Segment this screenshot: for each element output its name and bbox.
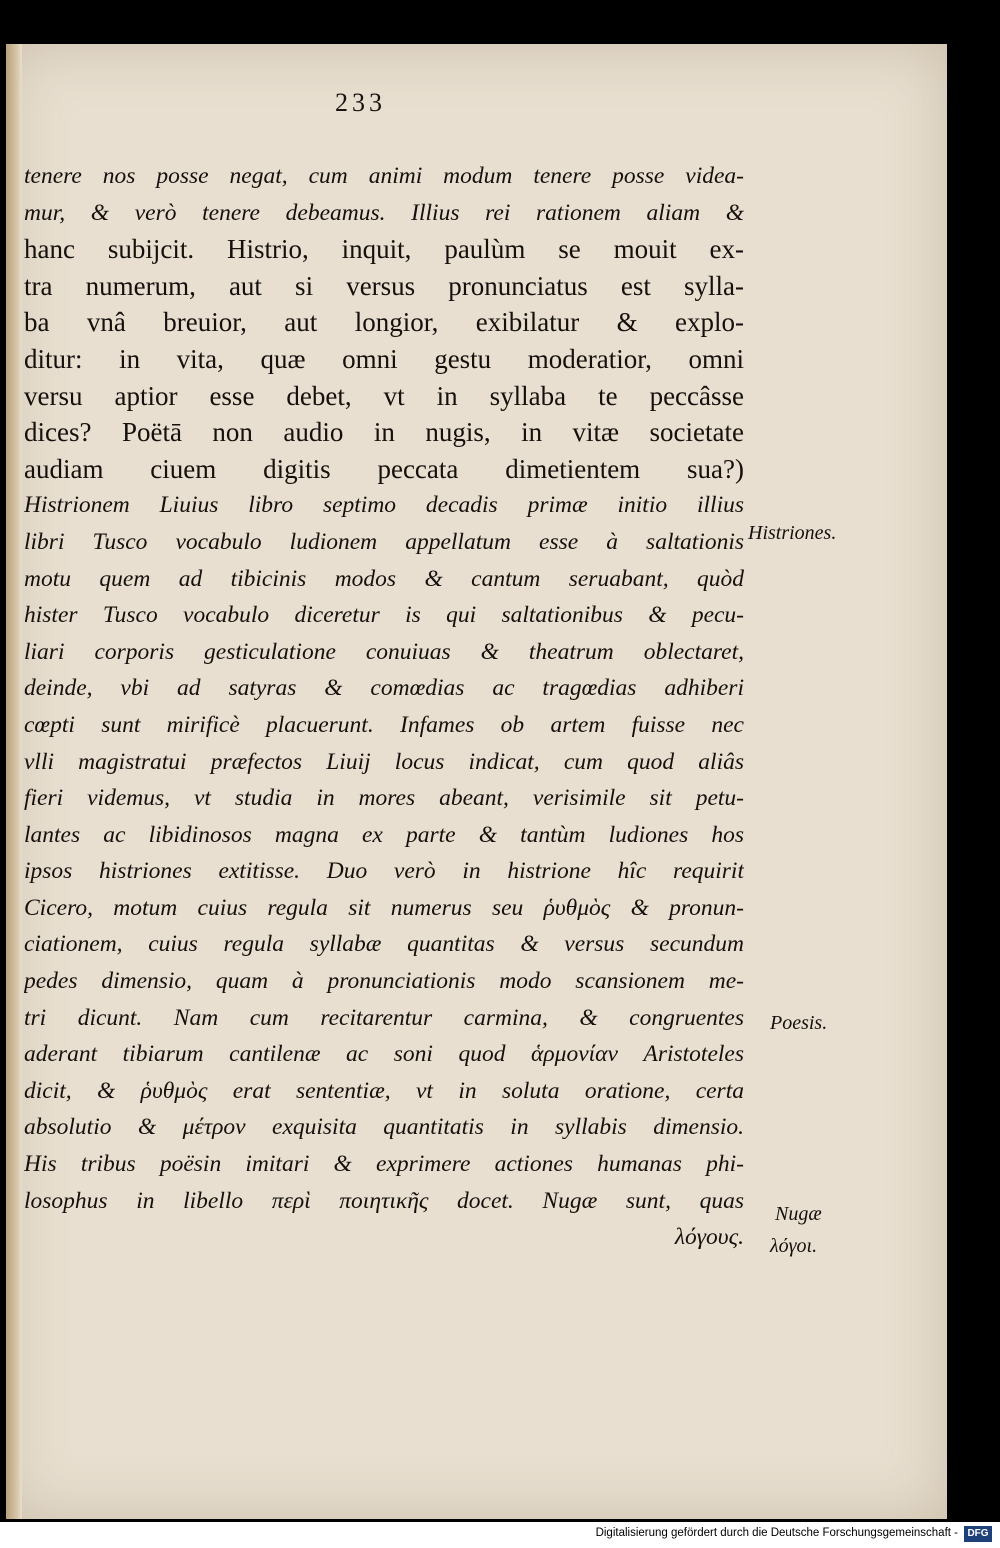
margin-note-histriones: Histriones. <box>748 522 837 544</box>
text-line: losophus in libello περὶ ποιητικῆς docet. Nugæ sunt, quas <box>24 1187 744 1214</box>
text-line: tenere nos posse negat, cum animi modum tenere posse videa- <box>24 163 744 189</box>
text-line: hanc subijcit. Histrio, inquit, paulùm se mouit ex- <box>24 234 744 265</box>
text-line: aderant tibiarum cantilenæ ac soni quod ἁρμονίαν Aristoteles <box>24 1041 744 1068</box>
text-line: absolutio & μέτρον exquisita quantitatis in syllabis dimensio. <box>24 1114 744 1141</box>
text-line: motu quem ad tibicinis modos & cantum seruabant, quòd <box>24 565 744 592</box>
margin-note-logoi: λόγοι. <box>770 1235 818 1257</box>
text-line: vlli magistratui præfectos Liuij locus indicat, cum quod aliâs <box>24 748 744 775</box>
dfg-logo: DFG <box>964 1526 992 1542</box>
text-line: libri Tusco vocabulo ludionem appellatum esse à saltationis <box>24 528 744 555</box>
text-line: ciationem, cuius regula syllabæ quantitas & versus secundum <box>24 931 744 958</box>
text-line: ba vnâ breuior, aut longior, exibilatur & explo- <box>24 307 744 338</box>
text-line: Cicero, motum cuius regula sit numerus seu ῥυθμὸς & pronun- <box>24 894 744 921</box>
text-line: audiam ciuem digitis peccata dimetientem sua?) <box>24 453 744 484</box>
page-binding-edge <box>6 44 22 1519</box>
text-line: liari corporis gesticulatione conuiuas & theatrum oblectaret, <box>24 638 744 665</box>
footer-bar <box>0 1522 1000 1548</box>
text-line: Histrionem Liuius libro septimo decadis primæ initio illius <box>24 492 744 519</box>
text-line: dicit, & ῥυθμὸς erat sententiæ, vt in soluta oratione, certa <box>24 1077 744 1104</box>
text-line: versu aptior esse debet, vt in syllaba te peccâsse <box>24 380 744 411</box>
text-line: hister Tusco vocabulo diceretur is qui saltationibus & pecu- <box>24 602 744 629</box>
text-line: tra numerum, aut si versus pronunciatus est sylla- <box>24 270 744 301</box>
text-line: His tribus poësin imitari & exprimere actiones humanas phi- <box>24 1151 744 1178</box>
funding-credit: Digitalisierung gefördert durch die Deutsche Forschungsgemeinschaft - <box>595 1527 958 1539</box>
text-line: dices? Poëtā non audio in nugis, in vitæ societate <box>24 417 744 448</box>
text-line: tri dicunt. Nam cum recitarentur carmina, & congruentes <box>24 1004 744 1031</box>
text-line: lantes ac libidinosos magna ex parte & tantùm ludiones hos <box>24 821 744 848</box>
page-number: 233 <box>335 88 386 117</box>
margin-note-poesis: Poesis. <box>770 1012 828 1034</box>
catchword: λόγους. <box>674 1224 744 1251</box>
text-line: fieri videmus, vt studia in mores abeant, verisimile sit petu- <box>24 785 744 812</box>
main-text-block <box>24 158 744 1256</box>
margin-note-nugae: Nugæ <box>775 1203 822 1225</box>
text-line: ipsos histriones extitisse. Duo verò in histrione hîc requirit <box>24 858 744 885</box>
text-line: pedes dimensio, quam à pronunciationis modo scansionem me- <box>24 968 744 995</box>
text-line: cœpti sunt mirificè placuerunt. Infames ob artem fuisse nec <box>24 711 744 738</box>
text-line: ditur: in vita, quæ omni gestu moderatior, omni <box>24 343 744 374</box>
text-line: deinde, vbi ad satyras & comœdias ac tragœdias adhiberi <box>24 675 744 702</box>
text-line: mur, & verò tenere debeamus. Illius rei rationem aliam & <box>24 199 744 226</box>
